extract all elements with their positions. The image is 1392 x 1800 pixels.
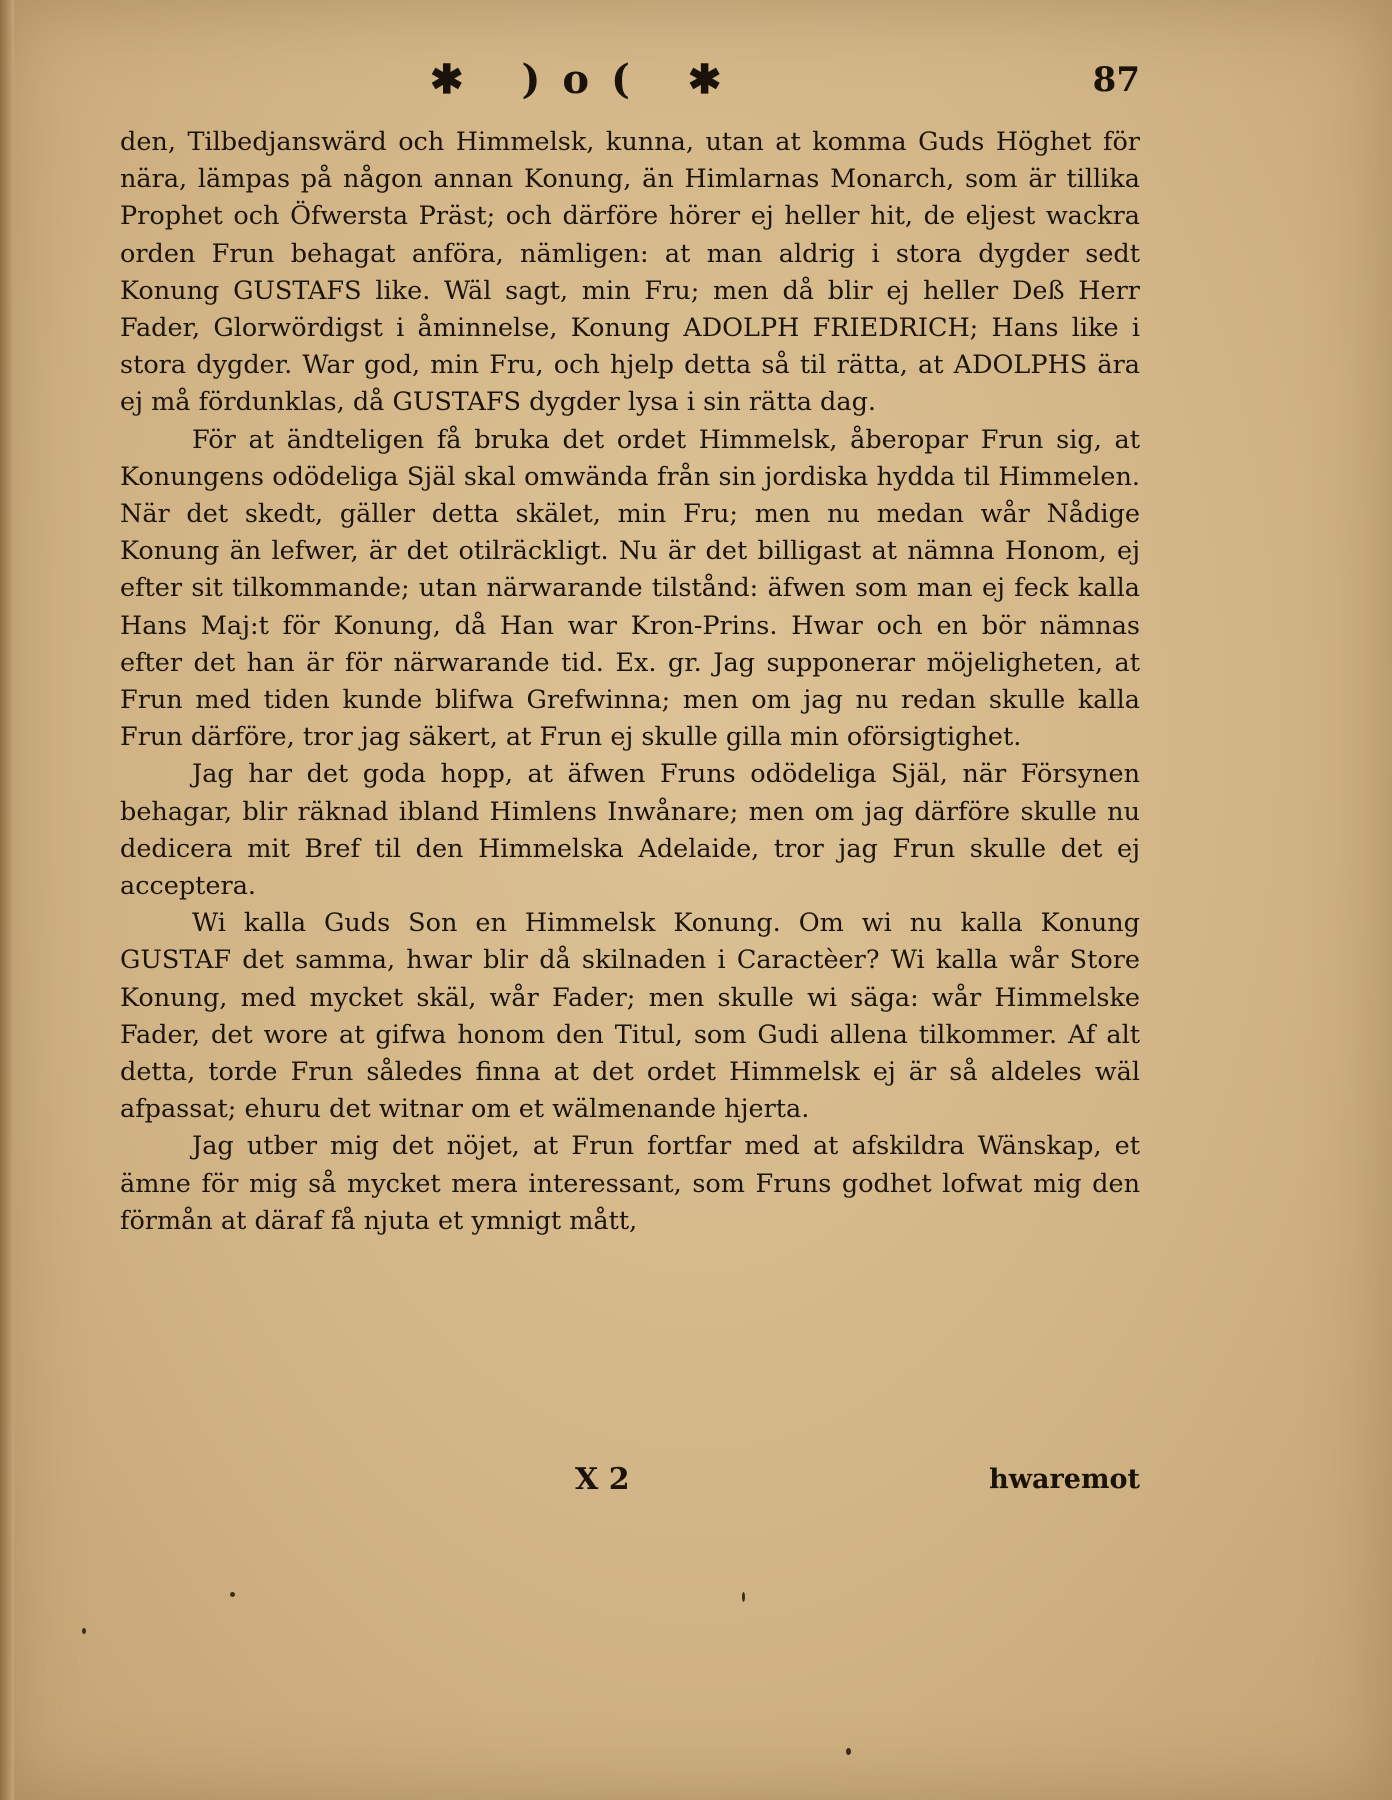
page-footer (120, 1462, 1140, 1506)
page-gutter-edge (0, 0, 14, 1800)
paragraph-2: För at ändteligen få bruka det ordet Himmelsk, åberopar Frun sig, at Konungens odödeliga Själ skal omwända från sin jordiska hydda til Himmelen. När det skedt, gäller detta skälet, min Fru; men nu medan wår Nådige Konung än lefwer, är det otilräckligt. Nu är det billigast at nämna Honom, ej efter sit tilkommande; utan närwarande tilstånd: äfwen som man ej feck kalla Hans Maj:t för Konung, då Han war Kron-Prins. Hwar och en bör nämnas efter det han är för närwarande tid. Ex. gr. Jag supponerar möjeligheten, at Frun med tiden kunde blifwa Grefwinna; men om jag nu redan skulle kalla Frun därföre, tror jag säkert, at Frun ej skulle gilla min oförsigtighet. (120, 424, 1140, 753)
paper-speck (742, 1592, 745, 1602)
signature-mark: X 2 (575, 1462, 630, 1497)
page-header (120, 56, 1140, 104)
page-number: 87 (1092, 60, 1140, 100)
paper-speck (846, 1748, 851, 1755)
paragraph-3: Jag har det goda hopp, at äfwen Fruns odödeliga Själ, när Försynen behagar, blir räknad ibland Himlens Inwånare; men om jag därföre skulle nu dedicera mit Bref til den Himmelska Adelaide, tror jag Frun skulle det ej acceptera. (120, 759, 1140, 902)
catchword: hwaremot (989, 1464, 1140, 1495)
body-text (120, 124, 1140, 1240)
paragraph-4: Wi kalla Guds Son en Himmelsk Konung. Om wi nu kalla Konung GUSTAF det samma, hwar blir då skilnaden i Caractèer? Wi kalla wår Store Konung, med mycket skäl, wår Fader; men skulle wi säga: wår Himmelske Fader, det wore at gifwa honom den Titul, som Gudi allena tilkommer. Af alt detta, torde Frun således finna at det ordet Himmelsk ej är så aldeles wäl afpassat; ehuru det witnar om et wälmenande hjerta. (120, 908, 1140, 1125)
paper-speck (230, 1592, 235, 1597)
paragraph-1: den, Tilbedjanswärd och Himmelsk, kunna, utan at komma Guds Höghet för nära, lämpas på någon annan Konung, än Himlarnas Monarch, som är tillika Prophet och Öfwersta Präst; och därföre hörer ej heller hit, de eljest wackra orden Frun behagat anföra, nämligen: at man aldrig i stora dygder sedt Konung GUSTAFS like. Wäl sagt, min Fru; men då blir ej heller Deß Herr Fader, Glorwördigst i åminnelse, Konung ADOLPH FRIEDRICH; Hans like i stora dygder. War god, min Fru, och hjelp detta så til rätta, at ADOLPHS ära ej må fördunklas, då GUSTAFS dygder lysa i sin rätta dag. (120, 127, 1140, 418)
header-ornament: ✱ )o( ✱ (430, 56, 744, 103)
paragraph-5: Jag utber mig det nöjet, at Frun fortfar med at afskildra Wänskap, et ämne för mig så mycket mera interessant, som Fruns godhet lofwat mig den förmån at däraf få njuta et ymnigt mått, (120, 1131, 1140, 1236)
paper-speck (82, 1628, 86, 1634)
